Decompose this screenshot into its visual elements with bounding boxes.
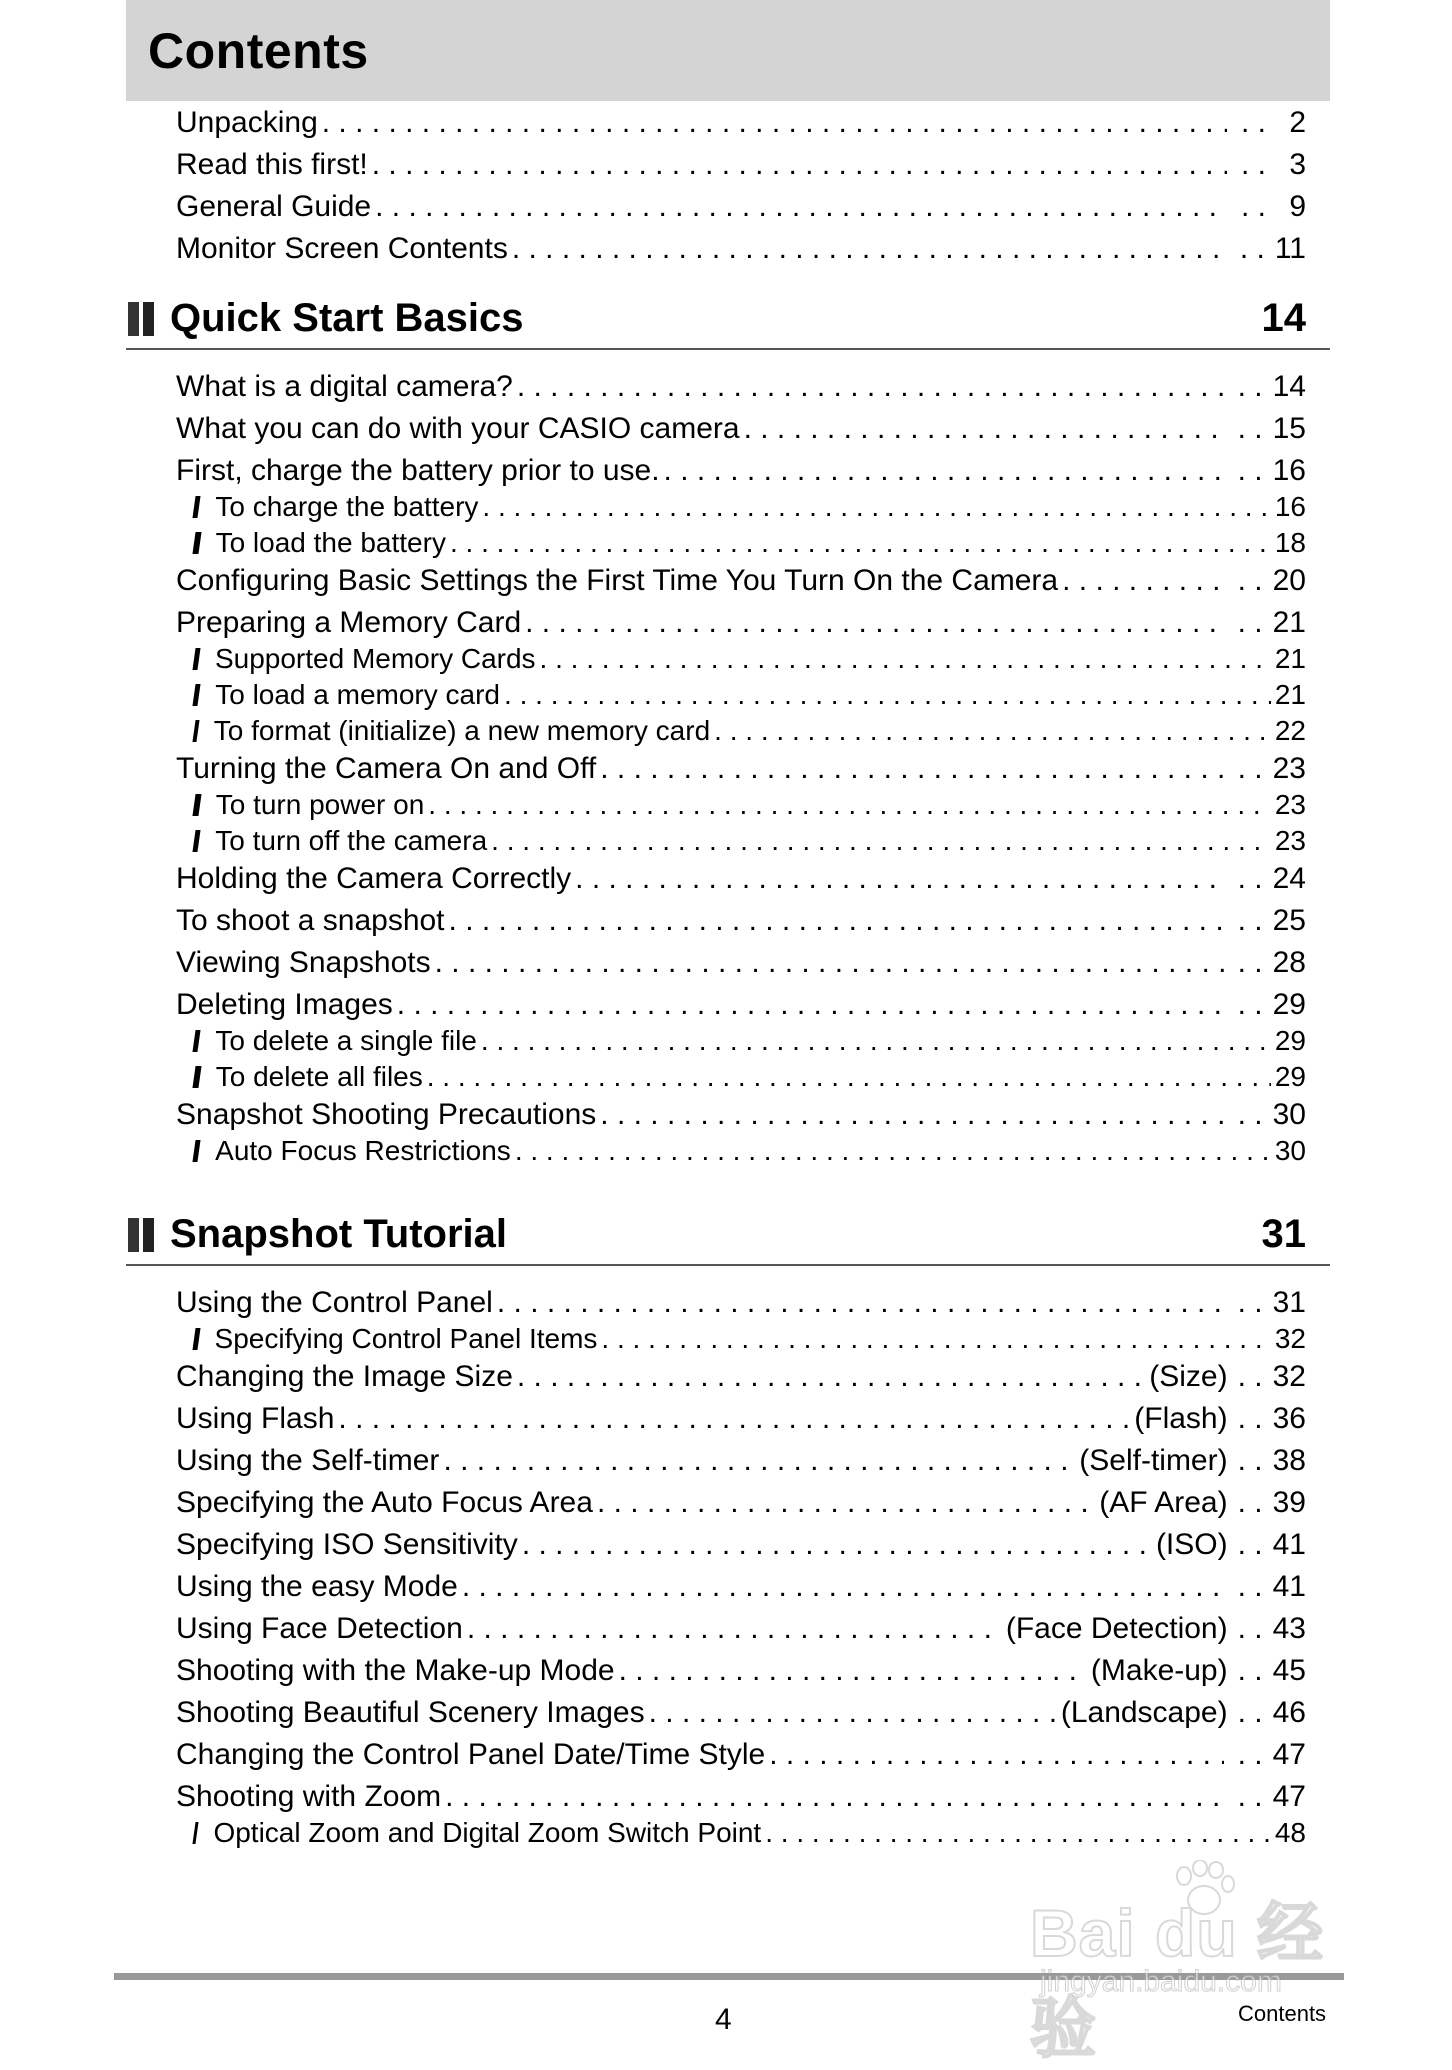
dot-leader: . . <box>1237 606 1263 639</box>
square-bullet-icon <box>192 1066 201 1088</box>
dot-leader <box>504 679 1271 711</box>
toc-subentry[interactable] <box>194 715 1306 747</box>
page-title: Contents <box>148 23 369 79</box>
toc-subentry[interactable] <box>194 491 1306 523</box>
toc-entry-label: Supported Memory Cards <box>214 643 536 674</box>
square-bullet-icon <box>192 1030 200 1052</box>
dot-leader: . . <box>1237 412 1263 445</box>
dot-leader <box>1062 564 1224 598</box>
toc-entry-label: Specifying Control Panel Items <box>214 1323 598 1354</box>
watermark-url: jingyan.baidu.com <box>1040 1965 1282 1998</box>
dot-leader <box>375 190 1227 224</box>
dot-leader: . . <box>1237 946 1263 979</box>
watermark-brand: Bai du 经验 <box>1030 1896 1325 2065</box>
dot-leader <box>517 1360 1145 1394</box>
toc-entry[interactable] <box>176 946 1306 980</box>
toc-entry[interactable] <box>176 412 1306 446</box>
dot-leader <box>517 370 1224 404</box>
dot-leader: . . <box>1237 1654 1263 1687</box>
dot-leader: . . <box>1237 1098 1263 1131</box>
toc-entry-note: (ISO) <box>1155 1528 1228 1561</box>
dot-leader: . . <box>1237 370 1263 403</box>
dot-leader: . . <box>1237 1360 1263 1393</box>
toc-entry-label: To turn power on <box>215 789 425 820</box>
square-bullet-icon <box>192 684 200 706</box>
toc-entry-label: General Guide <box>176 190 372 223</box>
toc-subentry[interactable] <box>194 1025 1306 1057</box>
toc-entry-page: 16 <box>1272 454 1306 487</box>
dot-leader <box>372 148 1227 182</box>
dot-leader <box>769 1738 1223 1772</box>
square-bullet-icon <box>192 1328 200 1350</box>
toc-entry[interactable] <box>176 1528 1306 1562</box>
toc-entry-label: Using Flash <box>176 1402 335 1435</box>
footer-page-number: 4 <box>715 2003 732 2036</box>
toc-entry-label: To charge the battery <box>215 491 479 522</box>
toc-entry-label: To load the battery <box>215 527 446 558</box>
dot-leader <box>600 752 1223 786</box>
toc-entry-page: 23 <box>1274 825 1306 856</box>
toc-entry[interactable] <box>176 370 1306 404</box>
dot-leader: . . <box>1237 1612 1263 1645</box>
dot-leader <box>649 1696 1057 1730</box>
section-page: 14 <box>1261 296 1306 340</box>
toc-entry-label: Unpacking <box>176 106 318 139</box>
section-heading <box>126 1212 1330 1266</box>
toc-entry-page: 9 <box>1289 190 1306 223</box>
toc-entry-label: Using the Self-timer <box>176 1444 440 1477</box>
dot-leader: . . <box>1237 1780 1263 1813</box>
square-bullet-icon <box>192 794 201 816</box>
toc-entry-label: First, charge the battery prior to use. <box>176 454 660 487</box>
toc-entry-page: 18 <box>1274 527 1306 558</box>
toc-entry-label: What you can do with your CASIO camera <box>176 412 740 445</box>
dot-leader <box>497 1286 1224 1320</box>
dot-leader <box>397 988 1224 1022</box>
toc-entry-label: Monitor Screen Contents <box>176 232 508 265</box>
toc-entry[interactable] <box>176 988 1306 1022</box>
section-marker-icon <box>128 1218 156 1252</box>
square-bullet-icon <box>192 1140 200 1162</box>
toc-entry-page: 20 <box>1272 564 1306 597</box>
dot-leader: . . <box>1237 904 1263 937</box>
toc-entry[interactable] <box>176 1286 1306 1320</box>
toc-entry-note: (Make-up) <box>1090 1654 1228 1687</box>
square-bullet-icon <box>192 720 199 742</box>
toc-entry[interactable] <box>176 564 1306 598</box>
toc-entry-note: (Landscape) <box>1060 1696 1228 1729</box>
toc-entry-label: Specifying the Auto Focus Area <box>176 1486 593 1519</box>
toc-entry[interactable] <box>176 106 1306 140</box>
section-title: Snapshot Tutorial <box>170 1212 508 1256</box>
toc-entry-page: 30 <box>1274 1135 1306 1166</box>
toc-entry-label: To load a memory card <box>215 679 501 710</box>
toc-entry-page: 21 <box>1274 679 1306 710</box>
toc-entry-page: 29 <box>1272 988 1306 1021</box>
dot-leader: . . <box>1237 1402 1263 1435</box>
toc-entry-page: 36 <box>1272 1402 1306 1435</box>
dot-leader <box>525 606 1223 640</box>
section-heading <box>126 296 1330 350</box>
toc-entry-label: To turn off the camera <box>215 825 488 856</box>
dot-leader <box>744 412 1224 446</box>
toc-subentry[interactable] <box>194 1817 1306 1849</box>
toc-entry-label: Deleting Images <box>176 988 393 1021</box>
toc-entry[interactable] <box>176 904 1306 938</box>
toc-entry-note: (AF Area) <box>1099 1486 1228 1519</box>
toc-subentry[interactable] <box>194 789 1306 821</box>
dot-leader <box>482 491 1270 523</box>
toc-entry-note: (Flash) <box>1134 1402 1228 1435</box>
dot-leader <box>322 106 1227 140</box>
toc-entry-page: 30 <box>1272 1098 1306 1131</box>
toc-entry-page: 32 <box>1272 1360 1306 1393</box>
toc-entry-label: Specifying ISO Sensitivity <box>176 1528 518 1561</box>
square-bullet-icon <box>192 496 200 518</box>
dot-leader: . . <box>1237 1528 1263 1561</box>
toc-entry-page: 16 <box>1274 491 1306 522</box>
dot-leader <box>522 1528 1152 1562</box>
dot-leader: . . <box>1237 1696 1263 1729</box>
toc-entry-page: 47 <box>1272 1738 1306 1771</box>
toc-subentry[interactable] <box>194 1323 1306 1355</box>
toc-entry-page: 14 <box>1272 370 1306 403</box>
toc-entry-page: 41 <box>1272 1528 1306 1561</box>
toc-entry-page: 47 <box>1272 1780 1306 1813</box>
dot-leader <box>765 1817 1271 1849</box>
toc-entry-page: 29 <box>1274 1061 1306 1092</box>
toc-subentry[interactable] <box>194 643 1306 675</box>
toc-entry-page: 15 <box>1272 412 1306 445</box>
dot-leader <box>597 1486 1095 1520</box>
toc-entry-label: Auto Focus Restrictions <box>215 1135 511 1166</box>
toc-subentry[interactable] <box>194 825 1306 857</box>
toc-entry-label: Changing the Image Size <box>176 1360 513 1393</box>
toc-entry-page: 3 <box>1289 148 1306 181</box>
toc-entry-label: Viewing Snapshots <box>176 946 431 979</box>
dot-leader <box>481 1025 1271 1057</box>
toc-entry-label: Changing the Control Panel Date/Time Style <box>176 1738 766 1771</box>
toc-entry[interactable] <box>176 1780 1306 1814</box>
toc-entry[interactable] <box>176 148 1306 182</box>
dot-leader: . . <box>1237 1286 1263 1319</box>
dot-leader <box>664 454 1224 488</box>
dot-leader: . . <box>1237 454 1263 487</box>
toc-entry-page: 41 <box>1272 1570 1306 1603</box>
toc-entry-label: Read this first! <box>176 148 368 181</box>
toc-entry-label: Shooting Beautiful Scenery Images <box>176 1696 645 1729</box>
toc-entry-label: Snapshot Shooting Precautions <box>176 1098 597 1131</box>
toc-entry[interactable] <box>176 1402 1306 1436</box>
toc-entry-label: To shoot a snapshot <box>176 904 445 937</box>
dot-leader <box>467 1612 1002 1646</box>
toc-entry-label: To delete a single file <box>215 1025 477 1056</box>
toc-entry-label: Configuring Basic Settings the First Time You Turn On the Camera <box>176 564 1059 597</box>
square-bullet-icon <box>192 1822 199 1844</box>
dot-leader <box>600 1098 1223 1132</box>
toc-entry-page: 48 <box>1274 1817 1306 1848</box>
toc-entry-note: (Face Detection) <box>1005 1612 1228 1645</box>
square-bullet-icon <box>192 648 200 670</box>
toc-entry[interactable] <box>176 232 1306 266</box>
toc-entry-page: 23 <box>1272 752 1306 785</box>
toc-entry[interactable] <box>176 862 1306 896</box>
toc-entry[interactable] <box>176 752 1306 786</box>
toc-subentry[interactable] <box>194 679 1306 711</box>
dot-leader <box>714 715 1271 747</box>
square-bullet-icon <box>192 830 200 852</box>
dot-leader <box>443 1444 1075 1478</box>
toc-entry[interactable] <box>176 1098 1306 1132</box>
toc-entry-note: (Self-timer) <box>1079 1444 1228 1477</box>
toc-entry-page: 32 <box>1274 1323 1306 1354</box>
section-marker-icon <box>128 302 156 336</box>
toc-entry[interactable] <box>176 1654 1306 1688</box>
toc-entry[interactable] <box>176 1486 1306 1520</box>
toc-entry-label: What is a digital camera? <box>176 370 513 403</box>
dot-leader: . . <box>1240 190 1266 223</box>
toc-entry-page: 11 <box>1274 232 1306 265</box>
toc-entry-label: Shooting with Zoom <box>176 1780 442 1813</box>
toc-entry-page: 45 <box>1272 1654 1306 1687</box>
toc-entry-page: 23 <box>1274 789 1306 820</box>
toc-entry[interactable] <box>176 1738 1306 1772</box>
dot-leader: . . <box>1237 1738 1263 1771</box>
toc-entry-page: 25 <box>1272 904 1306 937</box>
dot-leader: . . <box>1237 752 1263 785</box>
toc-entry[interactable] <box>176 1612 1306 1646</box>
section-title: Quick Start Basics <box>170 296 524 340</box>
dot-leader <box>427 1061 1271 1093</box>
dot-leader <box>462 1570 1224 1604</box>
toc-entry-page: 31 <box>1272 1286 1306 1319</box>
dot-leader: . . <box>1240 148 1266 181</box>
toc-entry[interactable] <box>176 1444 1306 1478</box>
dot-leader <box>445 1780 1223 1814</box>
dot-leader <box>601 1323 1270 1355</box>
dot-leader: . . <box>1240 106 1266 139</box>
toc-entry[interactable] <box>176 454 1306 488</box>
toc-subentry[interactable] <box>194 527 1306 559</box>
toc-entry-page: 39 <box>1272 1486 1306 1519</box>
dot-leader <box>575 862 1223 896</box>
dot-leader <box>512 232 1226 266</box>
toc-entry-page: 21 <box>1272 606 1306 639</box>
header-band <box>126 0 1330 101</box>
dot-leader <box>338 1402 1130 1436</box>
toc-entry-label: Holding the Camera Correctly <box>176 862 572 895</box>
toc-entry-label: Preparing a Memory Card <box>176 606 522 639</box>
toc-entry-note: (Size) <box>1149 1360 1228 1393</box>
dot-leader <box>619 1654 1087 1688</box>
toc-entry-label: To format (initialize) a new memory card <box>213 715 711 746</box>
toc-entry-label: Shooting with the Make-up Mode <box>176 1654 615 1687</box>
section-page: 31 <box>1261 1212 1306 1256</box>
toc-entry-label: Turning the Camera On and Off <box>176 752 597 785</box>
dot-leader <box>491 825 1271 857</box>
dot-leader: . . <box>1237 862 1263 895</box>
toc-entry-page: 2 <box>1289 106 1306 139</box>
square-bullet-icon <box>192 532 201 554</box>
toc-entry-label: To delete all files <box>215 1061 423 1092</box>
dot-leader: . . <box>1237 564 1263 597</box>
dot-leader <box>450 527 1271 559</box>
toc-subentry[interactable] <box>194 1135 1306 1167</box>
toc-entry[interactable] <box>176 190 1306 224</box>
dot-leader: . . <box>1237 1444 1263 1477</box>
toc-entry-page: 28 <box>1272 946 1306 979</box>
toc-entry-label: Using the Control Panel <box>176 1286 493 1319</box>
toc-entry[interactable] <box>176 1570 1306 1604</box>
dot-leader <box>428 789 1271 821</box>
toc-entry-page: 22 <box>1274 715 1306 746</box>
dot-leader <box>515 1135 1271 1167</box>
toc-entry-page: 24 <box>1272 862 1306 895</box>
toc-entry[interactable] <box>176 606 1306 640</box>
toc-entry-label: Optical Zoom and Digital Zoom Switch Point <box>213 1817 762 1848</box>
dot-leader: . . <box>1237 988 1263 1021</box>
dot-leader <box>435 946 1224 980</box>
toc-entry[interactable] <box>176 1696 1306 1730</box>
toc-entry-label: Using the easy Mode <box>176 1570 458 1603</box>
dot-leader: . . <box>1237 1486 1263 1519</box>
toc-entry-label: Using Face Detection <box>176 1612 463 1645</box>
toc-entry-page: 29 <box>1274 1025 1306 1056</box>
toc-entry-page: 38 <box>1272 1444 1306 1477</box>
toc-entry-page: 43 <box>1272 1612 1306 1645</box>
footer-section-label: Contents <box>1238 2001 1327 2026</box>
dot-leader <box>449 904 1224 938</box>
toc-entry[interactable] <box>176 1360 1306 1394</box>
toc-subentry[interactable] <box>194 1061 1306 1093</box>
toc-entry-page: 21 <box>1274 643 1306 674</box>
dot-leader: . . <box>1237 1570 1263 1603</box>
dot-leader: . . <box>1239 232 1265 265</box>
toc-entry-page: 46 <box>1272 1696 1306 1729</box>
dot-leader <box>540 643 1271 675</box>
